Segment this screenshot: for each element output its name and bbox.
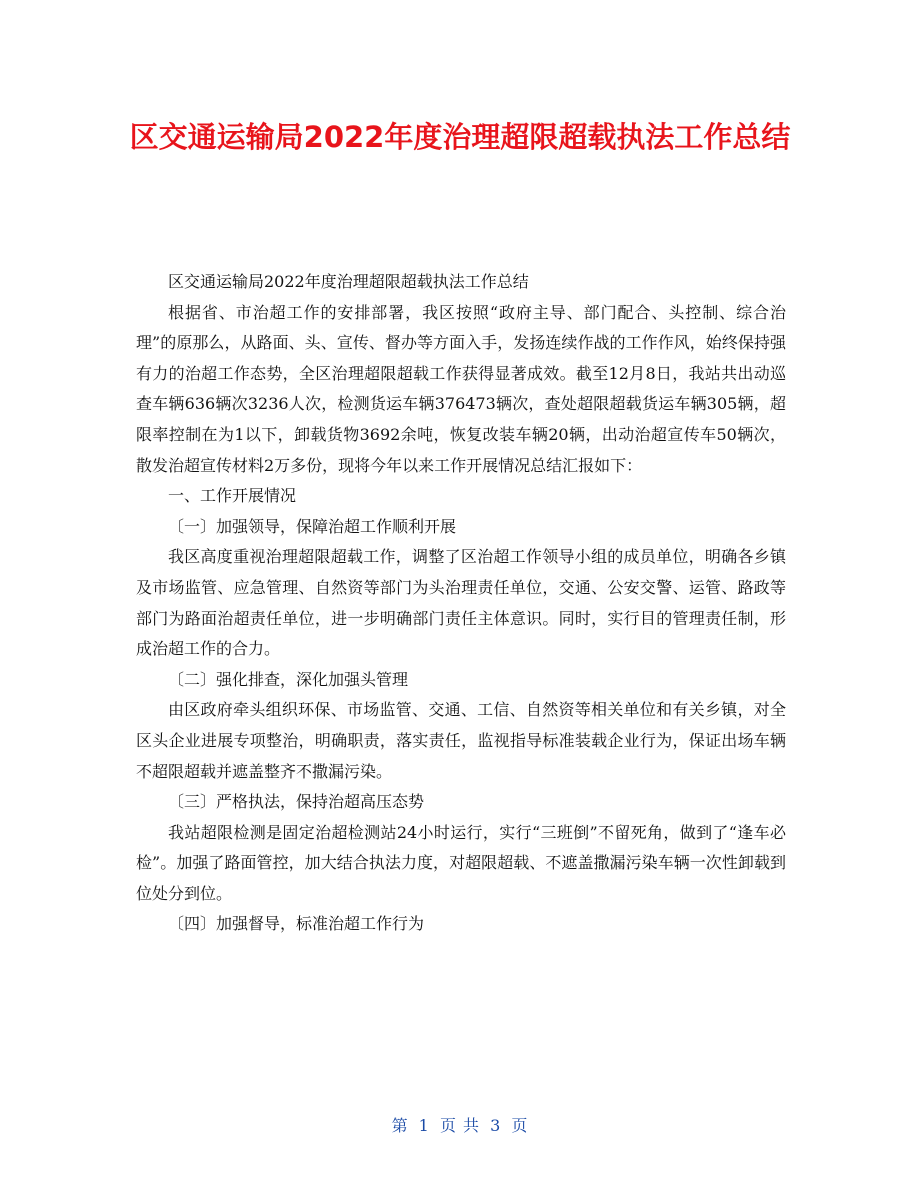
page-footer bbox=[0, 1113, 920, 1136]
subheading-3: 〔三〕严格执法，保持治超高压态势 bbox=[168, 792, 425, 812]
subheading-2: 〔二〕强化排查，深化加强头管理 bbox=[168, 669, 409, 689]
paragraph-leadership: 我区高度重视治理超限超载工作，调整了区治超工作领导小组的成员单位，明确各乡镇及市场监管、应急管理、自然资等部门为头治理责任单位，交通、公安交警、运管、路政等部门为路面治超责任单位，进一步明确部门责任主体意识。同时，实行目的管理责任制，形成治超工作的合力。 bbox=[136, 547, 786, 659]
subheading-1: 〔一〕加强领导，保障治超工作顺利开展 bbox=[168, 516, 457, 536]
footer-prefix: 第 bbox=[391, 1116, 409, 1135]
paragraph-intro: 根据省、市治超工作的安排部署，我区按照“政府主导、部门配合、头控制、综合治理”的原那么，从路面、头、宣传、督办等方面入手，发扬连续作战的工作作风，始终保持强有力的治超工作态势，全区治理超限超载工作获得显著成效。截至12月8日，我站共出动巡查车辆636辆次3236人次，检测货运车辆376473辆次，查处超限超载货运车辆305辆，超限率控制在为1以下，卸载货物3692余吨，恢复改装车辆20辆，出动治超宣传车50辆次，散发治超宣传材料2万多份，现将今年以来工作开展情况总结汇报如下： bbox=[136, 302, 786, 475]
paragraph-enforcement: 我站超限检测是固定治超检测站24小时运行，实行“三班倒”不留死角，做到了“逢车必检”。加强了路面管控，加大结合执法力度，对超限超载、不遮盖撒漏污染车辆一次性卸载到位处分到位。 bbox=[136, 822, 786, 903]
document-title: 区交通运输局2022年度治理超限超载执法工作总结 bbox=[129, 120, 791, 154]
subheading-4: 〔四〕加强督导，标准治超工作行为 bbox=[168, 914, 425, 934]
footer-current-page: 1 bbox=[418, 1116, 430, 1135]
footer-middle: 页 共 bbox=[439, 1116, 481, 1135]
section-heading-work-status: 一、工作开展情况 bbox=[168, 486, 297, 506]
document-body bbox=[136, 267, 786, 940]
paragraph-repeat-title: 区交通运输局2022年度治理超限超载执法工作总结 bbox=[168, 272, 529, 291]
footer-total-pages: 3 bbox=[490, 1116, 502, 1135]
paragraph-source-management: 由区政府牵头组织环保、市场监管、交通、工信、自然资等相关单位和有关乡镇，对全区头企业进展专项整治，明确职责，落实责任，监视指导标准装载企业行为，保证出场车辆不超限超载并遮盖整齐不撒漏污染。 bbox=[136, 700, 786, 781]
footer-suffix: 页 bbox=[511, 1116, 529, 1135]
